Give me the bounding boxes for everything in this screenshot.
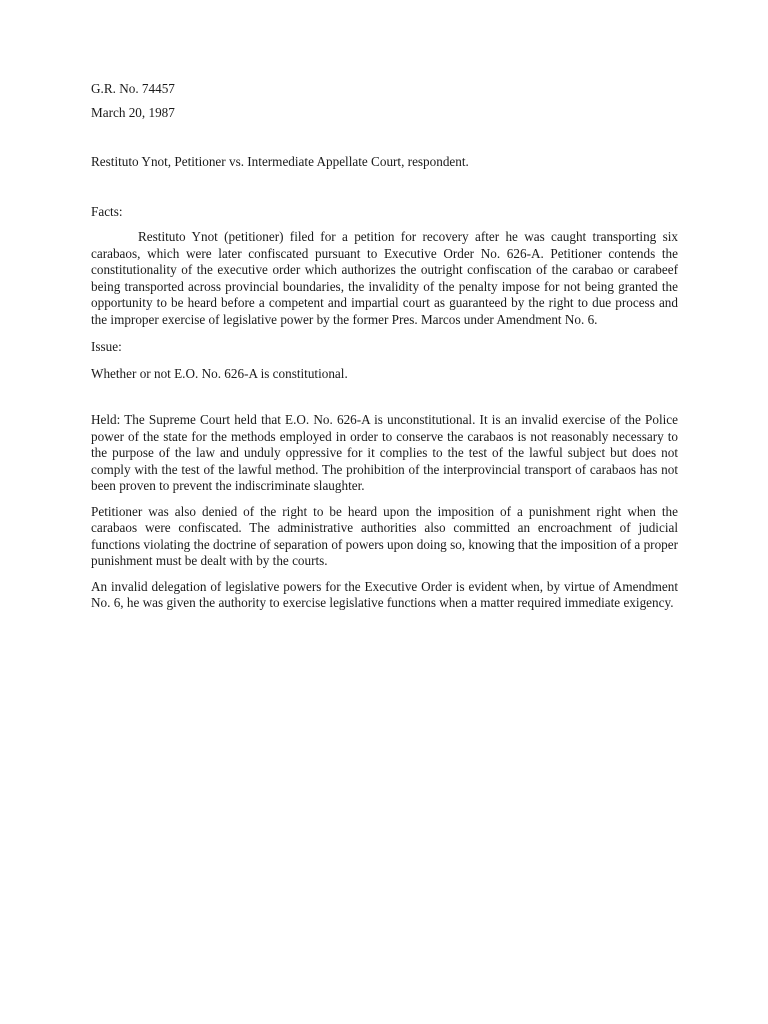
document-page [91,80,678,612]
held-paragraph: Petitioner was also denied of the right to be heard upon the imposition of a punishment right when the carabaos were confiscated. The administrative authorities also committed an encroachment of judicial functions violating the doctrine of separation of powers upon doing so, knowing that the imposition of a proper punishment must be dealt with by the courts. [91,503,678,568]
gr-number: G.R. No. 74457 [91,81,175,96]
held-paragraph: Held: The Supreme Court held that E.O. No. 626-A is unconstitutional. It is an invalid exercise of the Police power of the state for the methods employed in order to conserve the carabaos is not reasonably necessary to the purpose of the law and unduly oppressive for it complies to the test of the lawful subject but does not comply with the test of the lawful method. The prohibition of the interprovincial transport of carabaos has not been proven to prevent the indiscriminate slaughter. [91,412,678,493]
decision-date: March 20, 1987 [91,105,175,120]
issue-heading: Issue: [91,339,122,354]
facts-paragraph: Restituto Ynot (petitioner) filed for a petition for recovery after he was caught transporting six carabaos, which were later confiscated pursuant to Executive Order No. 626-A. Petitioner contends the constitutionality of the executive order which authorizes the outright confiscation of the carabao or carabeef being transported across provincial boundaries, the invalidity of the penalty impose for not being granted the opportunity to be heard before a competent and impartial court as guaranteed by the right to due process and the improper exercise of legislative power by the former Pres. Marcos under Amendment No. 6. [91,229,678,327]
case-caption: Restituto Ynot, Petitioner vs. Intermediate Appellate Court, respondent. [91,154,469,169]
issue-paragraph: Whether or not E.O. No. 626-A is constitutional. [91,366,348,381]
held-paragraph: An invalid delegation of legislative powers for the Executive Order is evident when, by virtue of Amendment No. 6, he was given the authority to exercise legislative functions when a matter required immediate exigency. [91,578,678,610]
facts-heading: Facts: [91,204,123,219]
